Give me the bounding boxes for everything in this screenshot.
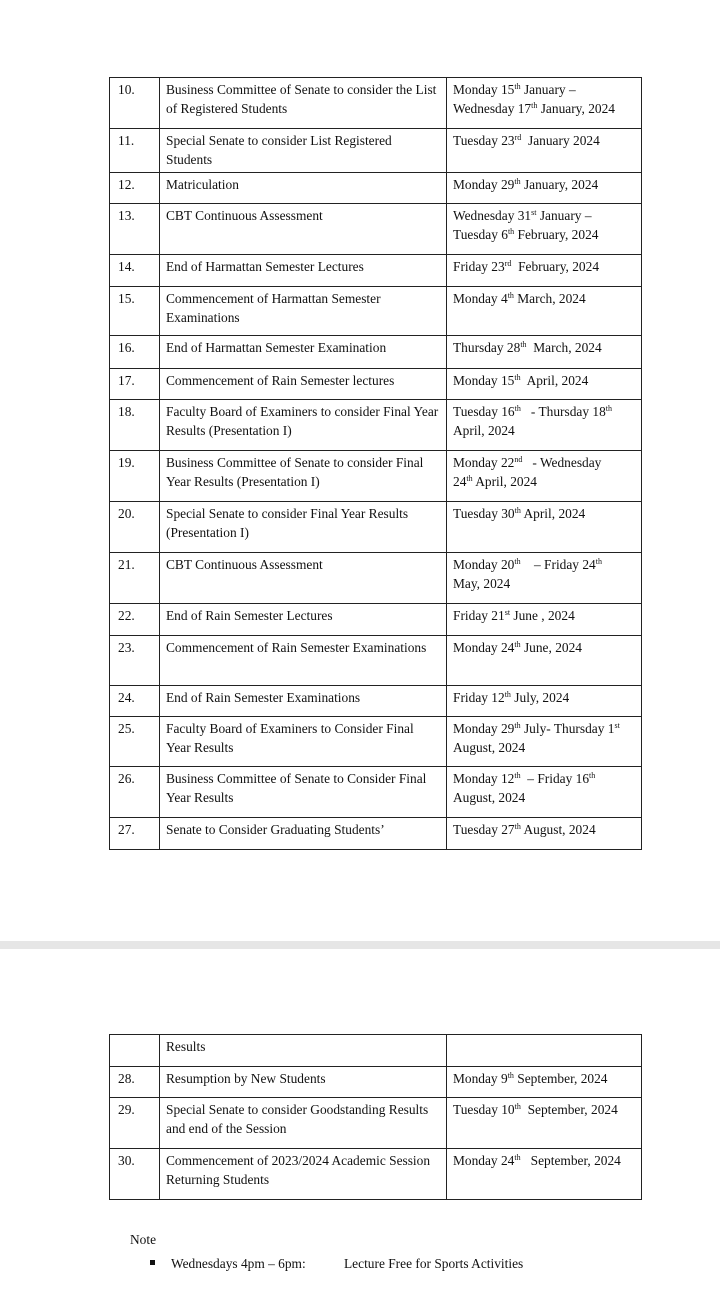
table-row (110, 818, 642, 850)
note-detail: Lecture Free for Sports Activities (344, 1256, 524, 1271)
table-row (110, 717, 642, 767)
activity-cell: Commencement of Rain Semester lectures (160, 369, 447, 400)
date-cell: Monday 20th – Friday 24th May, 2024 (447, 553, 642, 604)
table-row (110, 1067, 642, 1098)
row-number: 29. (110, 1098, 160, 1149)
date-cell: Monday 24th September, 2024 (447, 1149, 642, 1200)
calendar-table-body (110, 1035, 642, 1200)
table-row (110, 636, 642, 686)
table-row (110, 1098, 642, 1149)
date-cell: Tuesday 23rd January 2024 (447, 129, 642, 173)
table-row (110, 1035, 642, 1067)
table-row (110, 78, 642, 129)
activity-cell: End of Harmattan Semester Lectures (160, 255, 447, 287)
row-number: 26. (110, 767, 160, 818)
note-item (150, 1256, 523, 1272)
date-cell: Friday 21st June , 2024 (447, 604, 642, 636)
table-row (110, 287, 642, 336)
date-cell: Friday 23rd February, 2024 (447, 255, 642, 287)
date-cell: Thursday 28th March, 2024 (447, 336, 642, 369)
activity-cell: Faculty Board of Examiners to Consider Final Year Results (160, 717, 447, 767)
table-row (110, 173, 642, 204)
table-row (110, 604, 642, 636)
date-cell: Friday 12th July, 2024 (447, 686, 642, 717)
date-cell: Tuesday 10th September, 2024 (447, 1098, 642, 1149)
table-row (110, 336, 642, 369)
activity-cell: Commencement of Harmattan Semester Examinations (160, 287, 447, 336)
row-number: 20. (110, 502, 160, 553)
row-number: 21. (110, 553, 160, 604)
table-row (110, 255, 642, 287)
table-row (110, 451, 642, 502)
row-number: 15. (110, 287, 160, 336)
date-cell: Monday 9th September, 2024 (447, 1067, 642, 1098)
row-number: 10. (110, 78, 160, 129)
row-number (110, 1035, 160, 1067)
activity-cell: End of Rain Semester Lectures (160, 604, 447, 636)
row-number: 18. (110, 400, 160, 451)
table-row (110, 129, 642, 173)
date-cell: Monday 29th July- Thursday 1st August, 2024 (447, 717, 642, 767)
activity-cell: Business Committee of Senate to consider Final Year Results (Presentation I) (160, 451, 447, 502)
row-number: 30. (110, 1149, 160, 1200)
table-row (110, 1149, 642, 1200)
calendar-table-part-1 (109, 77, 642, 850)
date-cell: Monday 15th January – Wednesday 17th January, 2024 (447, 78, 642, 129)
table-row (110, 369, 642, 400)
page-separator (0, 941, 720, 949)
date-cell: Wednesday 31st January – Tuesday 6th February, 2024 (447, 204, 642, 255)
date-cell: Monday 12th – Friday 16th August, 2024 (447, 767, 642, 818)
table-row (110, 400, 642, 451)
note-day: Wednesdays 4pm – 6pm: (171, 1256, 306, 1271)
row-number: 12. (110, 173, 160, 204)
activity-cell: Commencement of 2023/2024 Academic Session Returning Students (160, 1149, 447, 1200)
activity-cell: End of Rain Semester Examinations (160, 686, 447, 717)
table-row (110, 502, 642, 553)
activity-cell: Special Senate to consider Goodstanding Results and end of the Session (160, 1098, 447, 1149)
date-cell: Tuesday 16th - Thursday 18th April, 2024 (447, 400, 642, 451)
table-row (110, 767, 642, 818)
date-cell: Monday 29th January, 2024 (447, 173, 642, 204)
table-row (110, 204, 642, 255)
date-cell: Tuesday 30th April, 2024 (447, 502, 642, 553)
activity-cell: Special Senate to consider List Registered Students (160, 129, 447, 173)
activity-cell: End of Harmattan Semester Examination (160, 336, 447, 369)
row-number: 27. (110, 818, 160, 850)
activity-cell: Resumption by New Students (160, 1067, 447, 1098)
activity-cell: Senate to Consider Graduating Students’ (160, 818, 447, 850)
activity-cell: CBT Continuous Assessment (160, 553, 447, 604)
table-row (110, 553, 642, 604)
date-cell (447, 1035, 642, 1067)
activity-cell: Commencement of Rain Semester Examinations (160, 636, 447, 686)
date-cell: Monday 24th June, 2024 (447, 636, 642, 686)
row-number: 16. (110, 336, 160, 369)
date-cell: Monday 4th March, 2024 (447, 287, 642, 336)
row-number: 25. (110, 717, 160, 767)
row-number: 24. (110, 686, 160, 717)
activity-cell: Business Committee of Senate to consider the List of Registered Students (160, 78, 447, 129)
row-number: 13. (110, 204, 160, 255)
activity-cell: Special Senate to consider Final Year Results (Presentation I) (160, 502, 447, 553)
row-number: 11. (110, 129, 160, 173)
row-number: 22. (110, 604, 160, 636)
activity-cell: Results (160, 1035, 447, 1067)
row-number: 23. (110, 636, 160, 686)
calendar-table-body (110, 78, 642, 850)
row-number: 17. (110, 369, 160, 400)
row-number: 19. (110, 451, 160, 502)
activity-cell: Matriculation (160, 173, 447, 204)
activity-cell: Business Committee of Senate to Consider Final Year Results (160, 767, 447, 818)
note-heading: Note (130, 1232, 157, 1247)
row-number: 14. (110, 255, 160, 287)
date-cell: Tuesday 27th August, 2024 (447, 818, 642, 850)
table-row (110, 686, 642, 717)
row-number: 28. (110, 1067, 160, 1098)
calendar-table-part-2 (109, 1034, 642, 1200)
date-cell: Monday 15th April, 2024 (447, 369, 642, 400)
date-cell: Monday 22nd - Wednesday 24th April, 2024 (447, 451, 642, 502)
activity-cell: CBT Continuous Assessment (160, 204, 447, 255)
activity-cell: Faculty Board of Examiners to consider Final Year Results (Presentation I) (160, 400, 447, 451)
bullet-icon (150, 1260, 155, 1265)
